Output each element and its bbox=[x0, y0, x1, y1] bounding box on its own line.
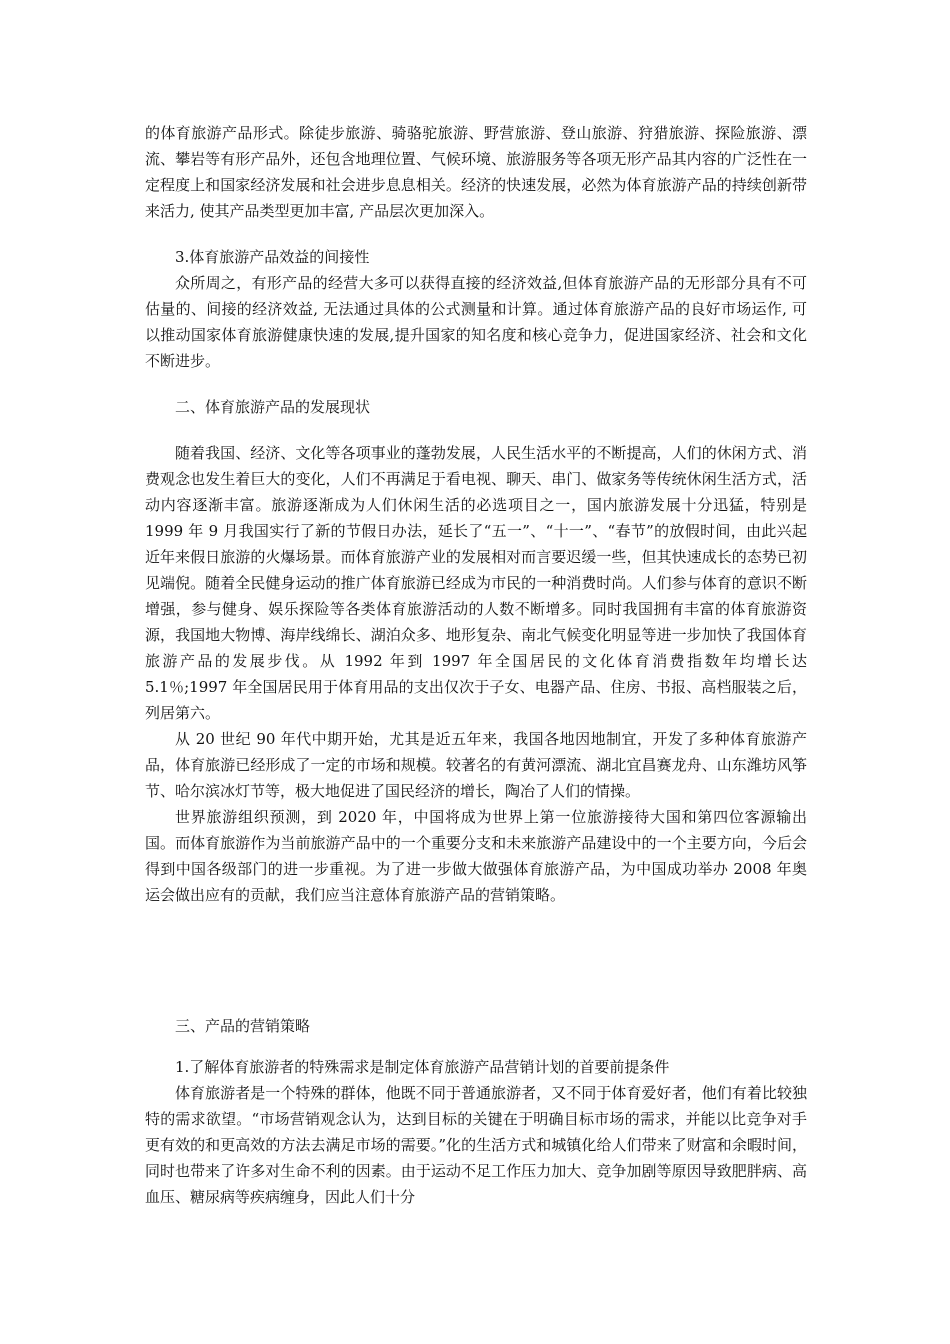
paragraph-special-needs: 体育旅游者是一个特殊的群体，他既不同于普通旅游者，又不同于体育爱好者，他们有着比较独特的需求欲望。“市场营销观念认为，达到目标的关键在于明确目标市场的需求，并能以比竞争对手更有效的和更高效的方法去满足市场的需要。”化的生活方式和城镇化给人们带来了财富和余暇时间，同时也带来了许多对生命不利的因素。由于运动不足工作压力加大、竞争加剧等原因导致肥胖病、高血压、糖尿病等疾病缠身，因此人们十分 bbox=[145, 1084, 807, 1206]
paragraph-product-forms: 的体育旅游产品形式。除徒步旅游、骑骆驼旅游、野营旅游、登山旅游、狩猎旅游、探险旅游、漂流、攀岩等有形产品外，还包含地理位置、气候环境、旅游服务等各项无形产品其内容的广泛性在一定程度上和国家经济发展和社会进步息息相关。经济的快速发展，必然为体育旅游产品的持续创新带来活力, 使其产品类型更加丰富, 产品层次更加深入。 bbox=[145, 124, 807, 220]
subheading-indirect-benefits: 3.体育旅游产品效益的间接性 bbox=[175, 248, 370, 266]
paragraph-regional-products: 从 20 世纪 90 年代中期开始，尤其是近五年来，我国各地因地制宜，开发了多种体育旅游产品，体育旅游已经形成了一定的市场和规模。较著名的有黄河漂流、湖北宜昌赛龙舟、山东潍坊风筝节、哈尔滨冰灯节等，极大地促进了国民经济的增长，陶冶了人们的情操。 bbox=[145, 730, 807, 800]
paragraph-wto-forecast: 世界旅游组织预测，到 2020 年，中国将成为世界上第一位旅游接待大国和第四位客源输出国。而体育旅游作为当前旅游产品中的一个重要分支和未来旅游产品建设中的一个主要方向，今后会得到中国各级部门的进一步重视。为了进一步做大做强体育旅游产品，为中国成功举办 2008 年奥运会做出应有的贡献，我们应当注意体育旅游产品的营销策略。 bbox=[145, 808, 807, 904]
section-heading-marketing-strategy: 三、产品的营销策略 bbox=[175, 1017, 311, 1035]
subheading-special-needs: 1.了解体育旅游者的特殊需求是制定体育旅游产品营销计划的首要前提条件 bbox=[175, 1058, 670, 1076]
paragraph-development-status: 随着我国、经济、文化等各项事业的蓬勃发展，人民生活水平的不断提高，人们的休闲方式、消费观念也发生着巨大的变化，人们不再满足于看电视、聊天、串门、做家务等传统休闲生活方式，活动内容逐渐丰富。旅游逐渐成为人们休闲生活的必选项目之一，国内旅游发展十分迅猛，特别是 1999 年 9 月我国实行了新的节假日办法，延长了“五一”、“十一”、“春节”的放假时间，由此兴起近年来假日旅游的火爆场景。而体育旅游产业的发展相对而言要迟缓一些，但其快速成长的态势已初见端倪。随着全民健身运动的推广体育旅游已经成为市民的一种消费时尚。人们参与体育的意识不断增强，参与健身、娱乐探险等各类体育旅游活动的人数不断增多。同时我国拥有丰富的体育旅游资源，我国地大物博、海岸线绵长、湖泊众多、地形复杂、南北气候变化明显等进一步加快了我国体育旅游产品的发展步伐。从 1992 年到 1997 年全国居民的文化体育消费指数年均增长达 5.1％;1997 年全国居民用于体育用品的支出仅次于子女、电器产品、住房、书报、高档服装之后，列居第六。 bbox=[145, 444, 807, 722]
paragraph-indirect-benefits: 众所周之，有形产品的经营大多可以获得直接的经济效益,但体育旅游产品的无形部分具有不可估量的、间接的经济效益, 无法通过具体的公式测量和计算。通过体育旅游产品的良好市场运作, 可以推动国家体育旅游健康快速的发展,提升国家的知名度和核心竞争力，促进国家经济、社会和文化不断进步。 bbox=[145, 274, 807, 370]
section-heading-development-status: 二、体育旅游产品的发展现状 bbox=[175, 398, 371, 416]
document-page bbox=[145, 120, 807, 1210]
